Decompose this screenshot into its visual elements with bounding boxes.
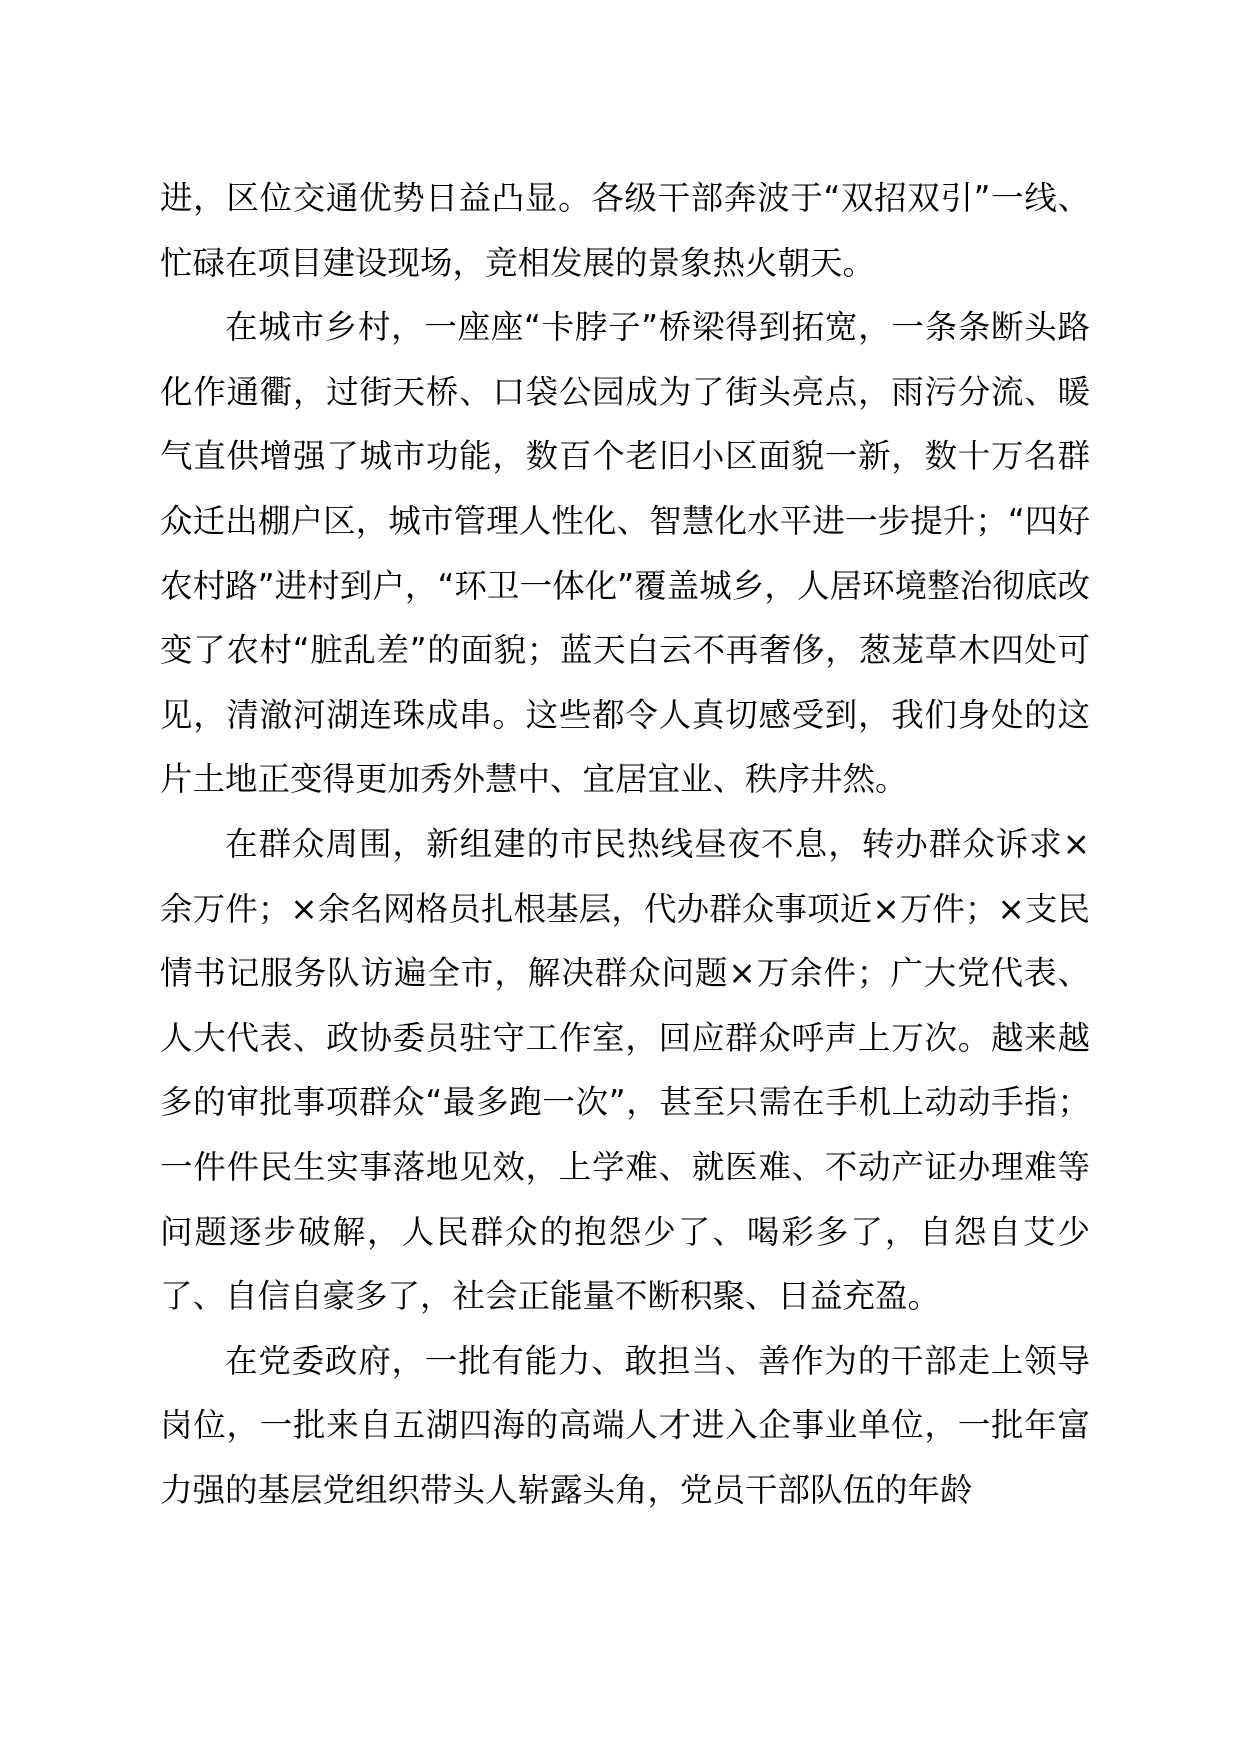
paragraph-party-government: 在党委政府，一批有能力、敢担当、善作为的干部走上领导岗位，一批来自五湖四海的高端人才进入企事业单位，一批年富力强的基层党组织带头人崭露头角，党员干部队伍的年龄 <box>160 1341 1090 1509</box>
paragraph-around-the-masses: 在群众周围，新组建的市民热线昼夜不息，转办群众诉求×余万件；×余名网格员扎根基层，代办群众事项近×万件；×支民情书记服务队访遍全市，解决群众问题×万余件；广大党代表、人大代表、政协委员驻守工作室，回应群众呼声上万次。越来越多的审批事项群众“最多跑一次”，甚至只需在手机上动动手指；一件件民生实事落地见效，上学难、就医难、不动产证办理难等问题逐步破解，人民群众的抱怨少了、喝彩多了，自怨自艾少了、自信自豪多了，社会正能量不断积聚、日益充盈。 <box>160 824 1090 1316</box>
document-body <box>160 166 1090 1522</box>
paragraph-city-countryside: 在城市乡村，一座座“卡脖子”桥梁得到拓宽，一条条断头路化作通衢，过街天桥、口袋公园成为了街头亮点，雨污分流、暖气直供增强了城市功能，数百个老旧小区面貌一新，数十万名群众迁出棚户区，城市管理人性化、智慧化水平进一步提升；“四好农村路”进村到户，“环卫一体化”覆盖城乡，人居环境整治彻底改变了农村“脏乱差”的面貌；蓝天白云不再奢侈，葱茏草木四处可见，清澈河湖连珠成串。这些都令人真切感受到，我们身处的这片土地正变得更加秀外慧中、宜居宜业、秩序井然。 <box>160 308 1090 799</box>
paragraph-continuation: 进，区位交通优势日益凸显。各级干部奔波于“双招双引”一线、忙碌在项目建设现场，竞相发展的景象热火朝天。 <box>160 179 1090 282</box>
